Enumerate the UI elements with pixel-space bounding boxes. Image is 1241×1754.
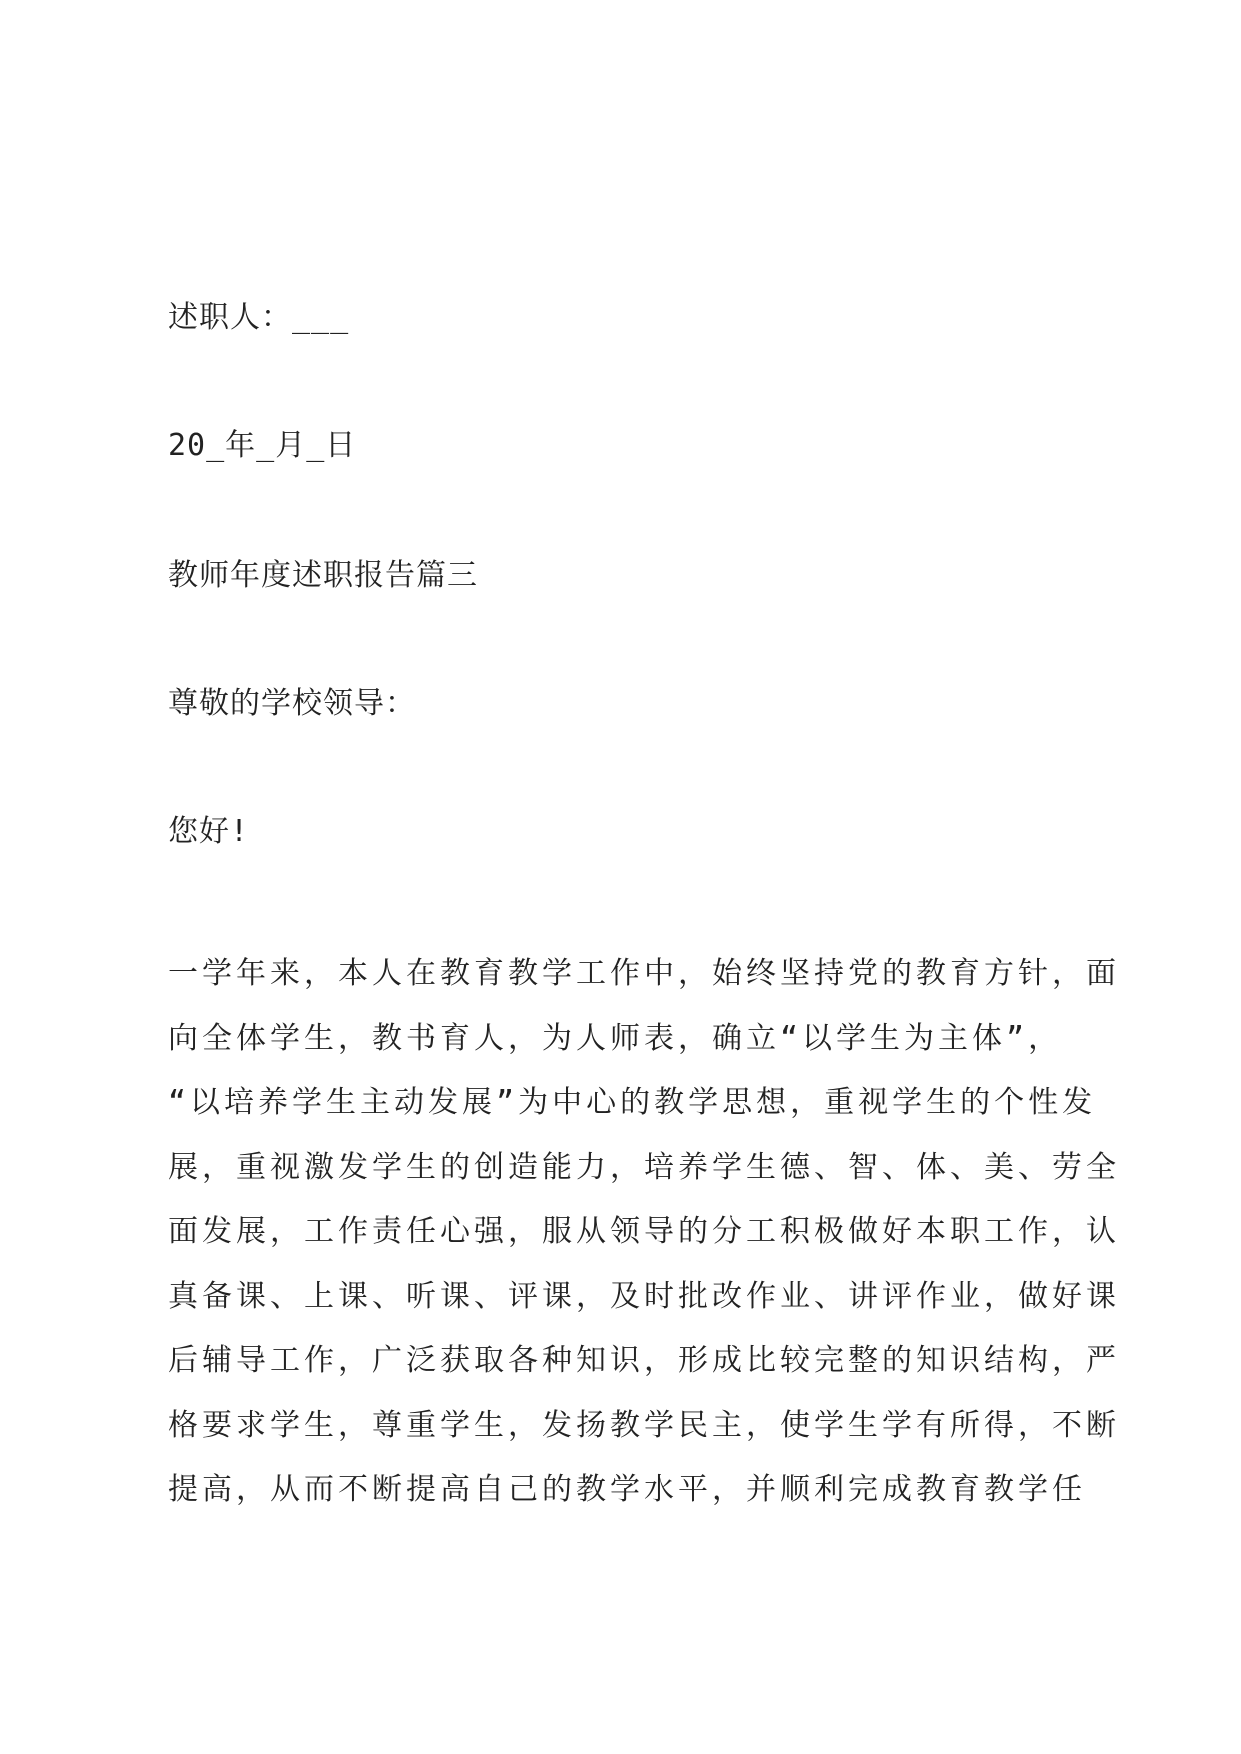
greeting: 您好! xyxy=(168,814,250,849)
paragraph-line: 面发展，工作责任心强，服从领导的分工积极做好本职工作，认 xyxy=(168,1214,1120,1249)
paragraph-line: 向全体学生，教书育人，为人师表，确立“以学生为主体”， xyxy=(168,1020,1063,1056)
report-title: 教师年度述职报告篇三 xyxy=(168,558,478,593)
paragraph-line: 提高，从而不断提高自己的教学水平，并顺利完成教育教学任 xyxy=(168,1472,1086,1507)
paragraph-line: 后辅导工作，广泛获取各种知识，形成比较完整的知识结构，严 xyxy=(168,1343,1120,1378)
date-line: 20_年_月_日 xyxy=(168,428,357,463)
paragraph-line: “以培养学生主动发展”为中心的教学思想，重视学生的个性发 xyxy=(168,1085,1097,1120)
body-paragraph xyxy=(168,942,1120,1523)
paragraph-line: 一学年来，本人在教育教学工作中，始终坚持党的教育方针，面 xyxy=(168,956,1120,991)
paragraph-line: 展，重视激发学生的创造能力，培养学生德、智、体、美、劳全 xyxy=(168,1149,1120,1185)
salutation: 尊敬的学校领导： xyxy=(168,686,416,721)
paragraph-line: 格要求学生，尊重学生，发扬教学民主，使学生学有所得，不断 xyxy=(168,1407,1120,1443)
reporter-line: 述职人：___ xyxy=(168,300,350,335)
paragraph-line: 真备课、上课、听课、评课，及时批改作业、讲评作业，做好课 xyxy=(168,1278,1120,1314)
